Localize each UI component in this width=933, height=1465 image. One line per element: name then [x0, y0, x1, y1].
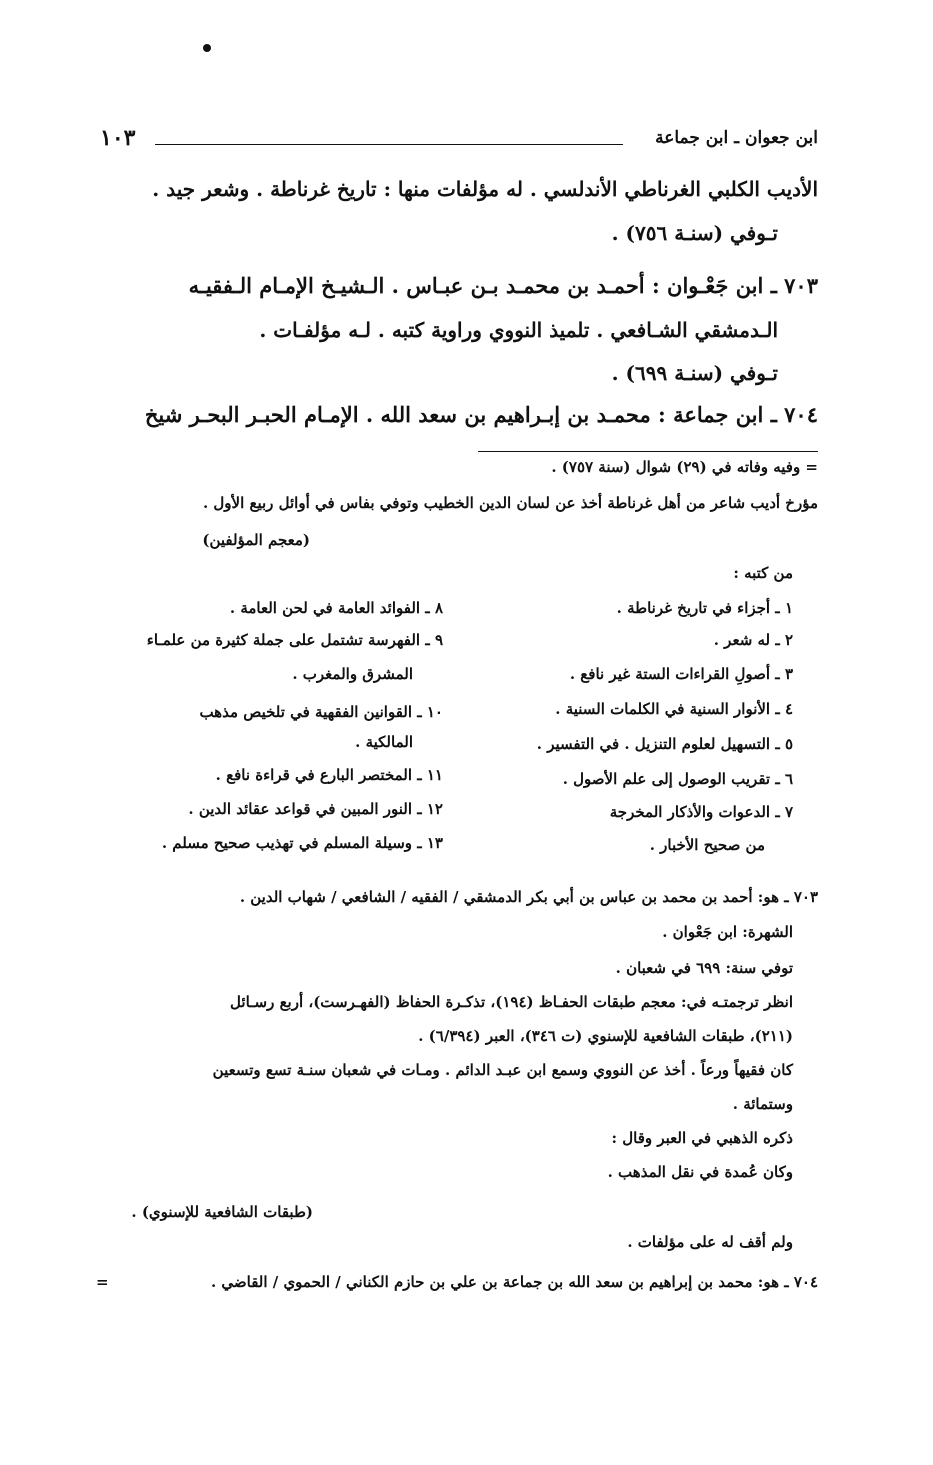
running-title: ابن جعوان ـ ابن جماعة	[655, 128, 818, 148]
book-item-continuation: المالكية .	[355, 733, 413, 751]
footnote-rule	[478, 451, 818, 452]
footnote-line: ٧٠٤ ـ هو: محمد بن إبراهيم بن سعد الله بن جماعة بن علي بن حازم الكناني / الحموي / القاضي .	[210, 1273, 818, 1291]
book-item: ٣ ـ أصولِ القراءات الستة غير نافع .	[569, 665, 793, 683]
footnote-line: ولم أقف له على مؤلفات .	[627, 1233, 793, 1251]
book-item: ٥ ـ التسهيل لعلوم التنزيل . في التفسير .	[536, 735, 793, 753]
footnote-line: كان فقيهاً ورعاً . أخذ عن النووي وسمع ابن عبـد الدائم . ومـات في شعبان سنـة تسع وتسعين	[212, 1061, 793, 1079]
entry-703	[189, 271, 818, 301]
entry-number: ٧٠٣ ـ	[770, 273, 818, 298]
book-item: ١١ ـ المختصر البارع في قراءة نافع .	[215, 766, 443, 784]
entry-text: أحمـد بن محمـد بـن عبـاس . الـشيـخ الإمـام الـفقيـه	[188, 273, 645, 298]
footnote-line: ٧٠٣ ـ هو: أحمد بن محمد بن عباس بن أبي بكر الدمشقي / الفقيه / الشافعي / شهاب الدين .	[239, 888, 818, 906]
main-line: الأديب الكلبي الغرناطي الأندلسي . له مؤلفات منها : تاريخ غرناطة . وشعر جيد .	[152, 177, 818, 201]
book-item: ١٣ ـ وسيلة المسلم في تهذيب صحيح مسلم .	[161, 834, 443, 852]
entry-text: محمـد بن إبـراهيم بن سعد الله . الإمـام الحبـر البحـر شيخ	[144, 402, 651, 427]
book-item: ٢ ـ له شعر .	[713, 631, 793, 649]
entry-name: ابن جماعة :	[658, 402, 764, 427]
page-number: ١٠٣	[100, 125, 136, 151]
main-line: تـوفي (سنـة ٦٩٩) .	[611, 361, 778, 385]
footnote-line: (٢١١)، طبقات الشافعية للإسنوي (ت ٣٤٦)، العبر (٦/٣٩٤) .	[418, 1027, 793, 1045]
entry-name: ابن جَعْـوان :	[651, 273, 764, 298]
book-item-continuation: من صحيح الأخبار .	[649, 836, 765, 854]
main-text	[100, 0, 818, 460]
book-item: ١ ـ أجزاء في تاريخ غرناطة .	[616, 599, 793, 617]
footnote-line: ذكره الذهبي في العبر وقال :	[611, 1129, 793, 1147]
footnote-line: وكان عُمدة في نقل المذهب .	[607, 1163, 793, 1181]
continuation-mark: =	[96, 1273, 109, 1291]
footnote-source: (طبقات الشافعية للإسنوي) .	[131, 1203, 313, 1221]
footnote-line: = وفيه وفاته في (٢٩) شوال (سنة ٧٥٧) .	[551, 458, 818, 476]
footnote-line: مؤرخ أديب شاعر من أهل غرناطة أخذ عن لسان الدين الخطيب وتوفي بفاس في أوائل ربيع الأول .	[202, 494, 818, 512]
book-item: ١٢ ـ النور المبين في قواعد عقائد الدين .	[188, 800, 443, 818]
book-item: ٦ ـ تقريب الوصول إلى علم الأصول .	[562, 770, 793, 788]
books-heading: من كتبه :	[733, 564, 793, 582]
entry-704	[145, 400, 818, 430]
footnote-source: (معجم المؤلفين)	[202, 531, 310, 549]
footnote-line: وستمائة .	[732, 1095, 793, 1113]
footnote-line: انظر ترجمتـه في: معجم طبقات الحفـاظ (١٩٤)، تذكـرة الحفاظ (الفهـرست)، أربع رسـائل	[230, 993, 793, 1011]
book-item-continuation: المشرق والمغرب .	[292, 665, 413, 683]
footnote-line: الشهرة: ابن جَعْوان .	[662, 923, 793, 941]
book-item: ٩ ـ الفهرسة تشتمل على جملة كثيرة من علمـاء	[146, 631, 443, 649]
main-line: تـوفي (سنـة ٧٥٦) .	[611, 221, 778, 245]
book-item: ١٠ ـ القوانين الفقهية في تلخيص مذهب	[199, 703, 443, 721]
entry-number: ٧٠٤ ـ	[770, 402, 818, 427]
book-item: ٤ ـ الأنوار السنية في الكلمات السنية .	[555, 700, 793, 718]
book-item: ٨ ـ الفوائد العامة في لحن العامة .	[229, 599, 443, 617]
footnote-line: توفي سنة: ٦٩٩ في شعبان .	[615, 959, 793, 977]
book-item: ٧ ـ الدعوات والأذكار المخرجة	[609, 803, 793, 821]
main-line: الـدمشقي الشـافعي . تلميذ النووي وراوية كتبه . لـه مؤلفـات .	[259, 318, 778, 342]
